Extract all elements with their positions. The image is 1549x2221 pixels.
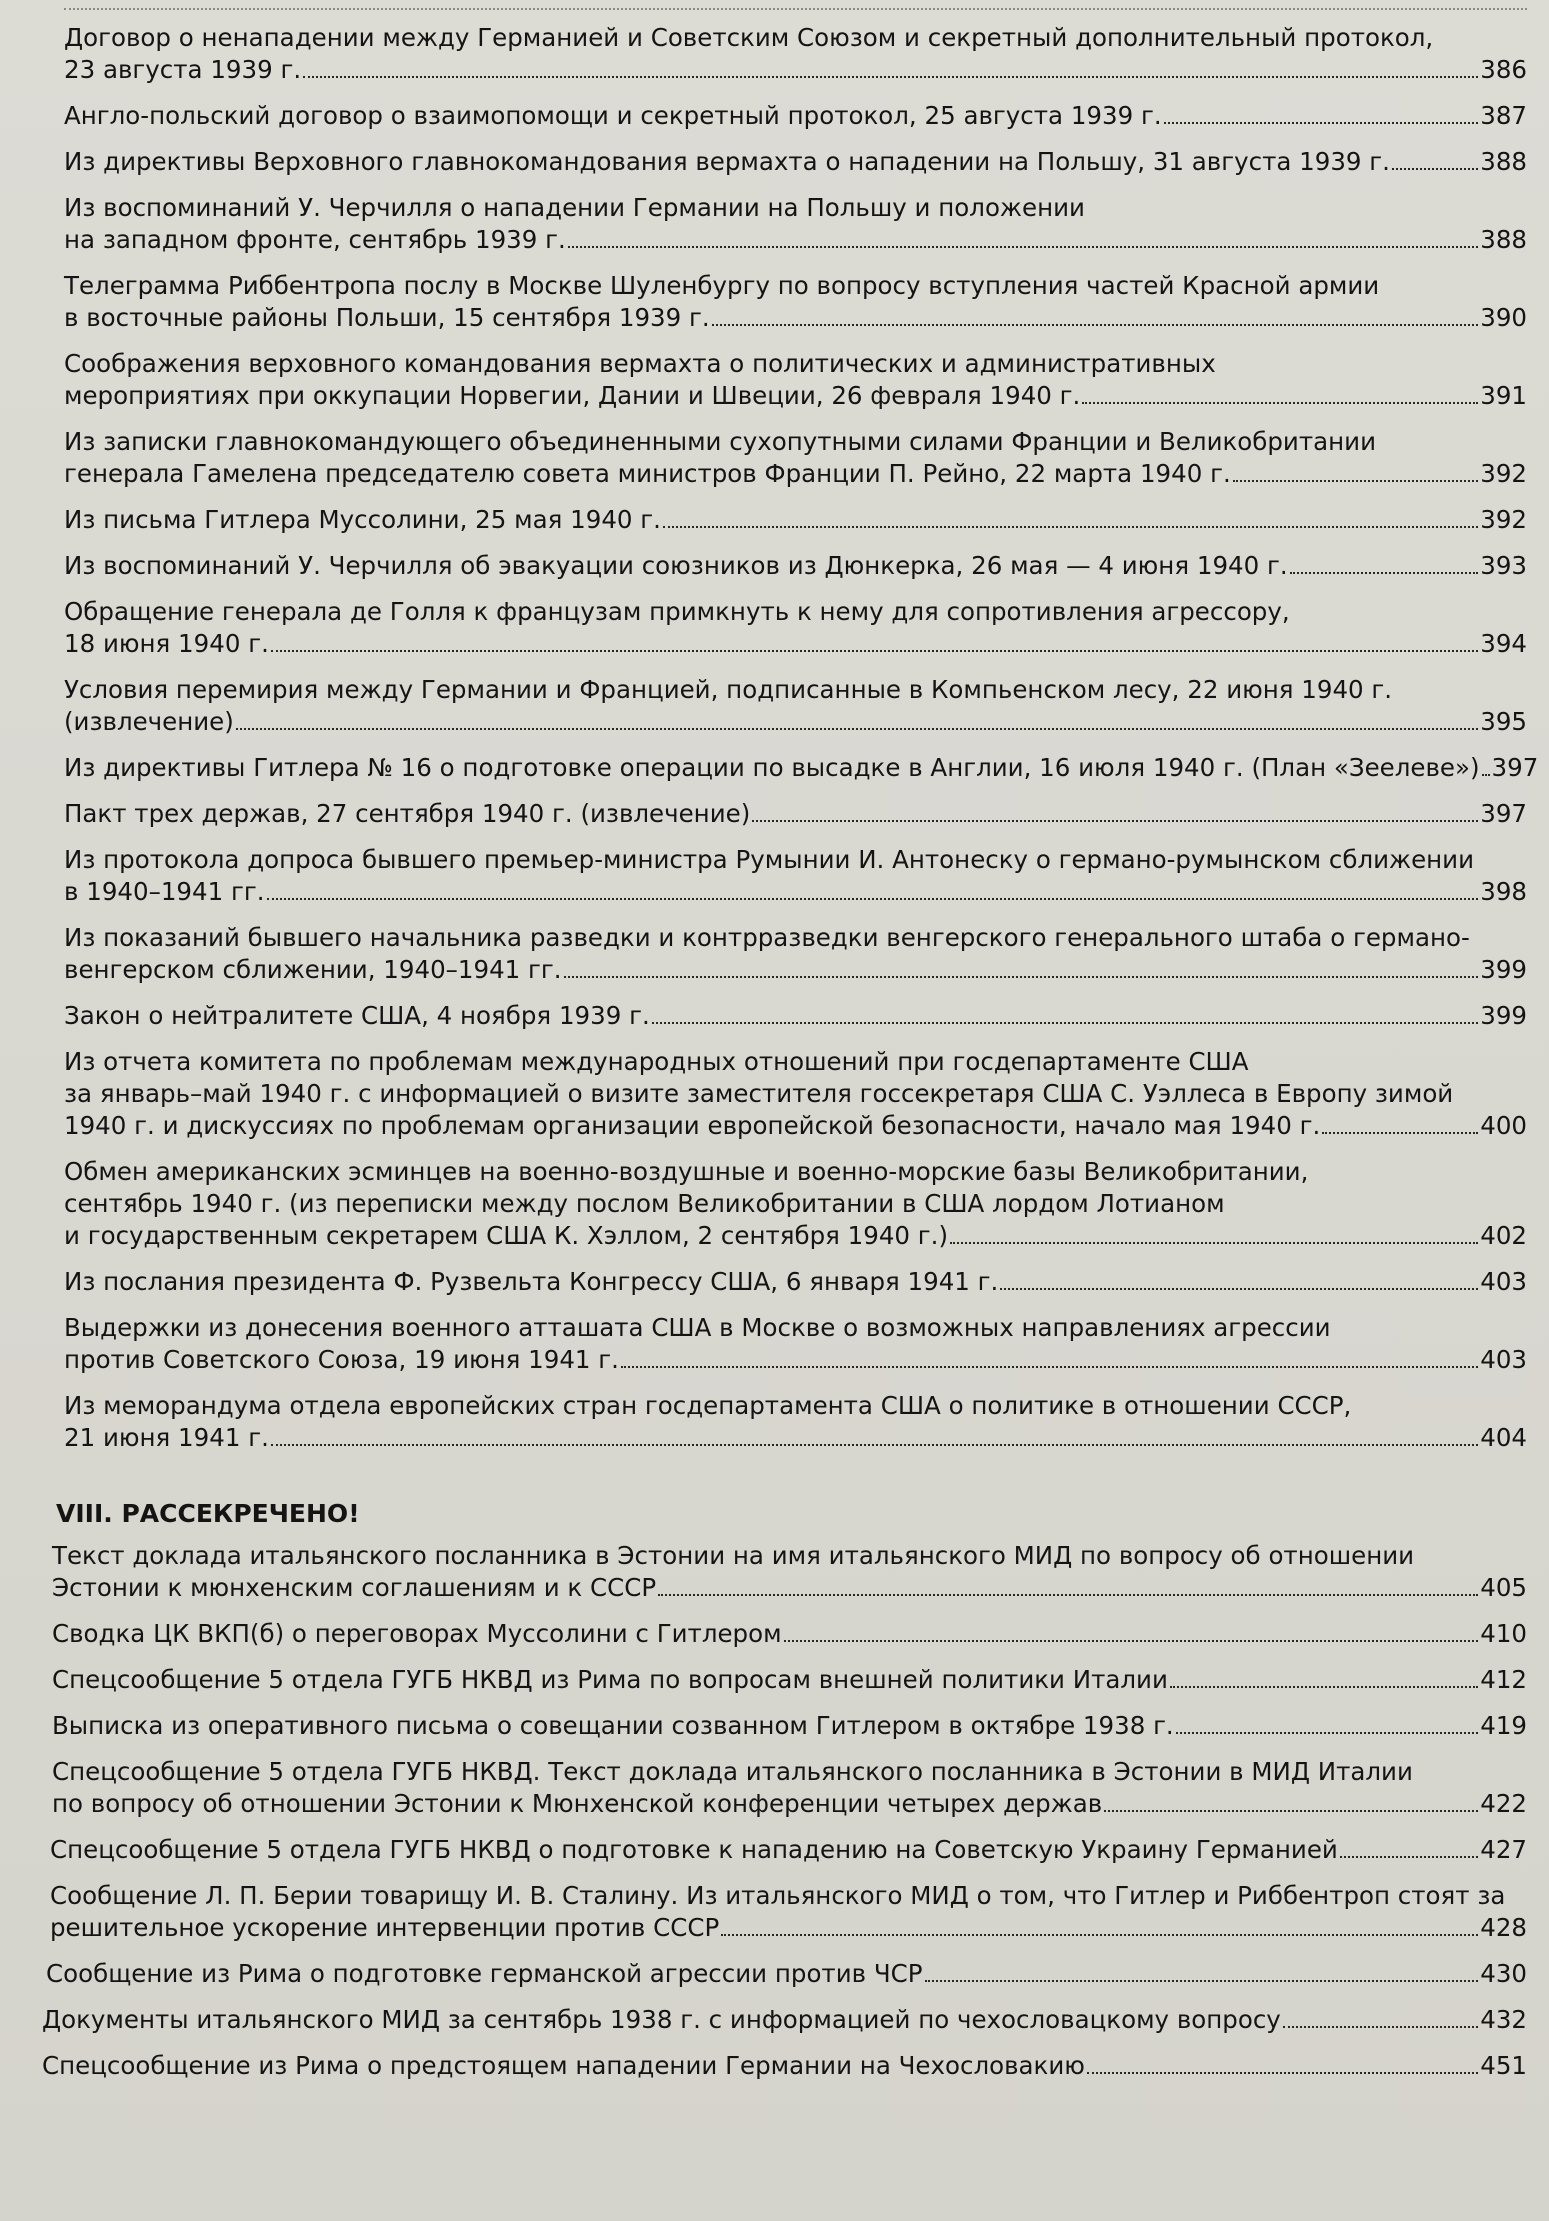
toc-entry-last-line xyxy=(64,1000,1527,1032)
toc-entry-line: Выдержки из донесения военного атташата США в Москве о возможных направлениях агрессии xyxy=(64,1313,1331,1342)
dot-leader xyxy=(1290,572,1479,574)
toc-entry-line: Из директивы Гитлера № 16 о подготовке операции по высадке в Англии, 16 июля 1940 г. (План «Зеелеве») xyxy=(64,753,1480,782)
dot-leader xyxy=(1482,774,1490,776)
toc-entry xyxy=(64,348,1527,412)
toc-entry-line: 1940 г. и дискуссиях по проблемам организации европейской безопасности, начало мая 1940 г. xyxy=(64,1111,1321,1140)
toc-entry xyxy=(64,752,1539,784)
dot-leader xyxy=(564,976,1479,978)
toc-entry-text xyxy=(52,1618,1527,1650)
toc-section-8 xyxy=(42,1498,1527,2082)
toc-entry xyxy=(52,1618,1527,1650)
toc-entry-line: Выписка из оперативного письма о совещании созванном Гитлером в октябре 1938 г. xyxy=(52,1711,1174,1740)
toc-entry-last-line xyxy=(64,550,1527,582)
toc-entry-text xyxy=(46,1958,1527,1990)
dot-leader xyxy=(271,1444,1478,1446)
toc-entry-text xyxy=(64,146,1527,178)
toc-entry-line: 18 июня 1940 г. xyxy=(64,629,269,658)
page-number: 388 xyxy=(1480,225,1527,254)
toc-entry-line: Текст доклада итальянского посланника в Эстонии на имя итальянского МИД по вопросу об отношении xyxy=(52,1541,1415,1570)
toc-entry-line: Пакт трех держав, 27 сентября 1940 г. (извлечение) xyxy=(64,799,751,828)
toc-entry xyxy=(64,504,1527,536)
dot-leader xyxy=(1087,2072,1478,2074)
page-number: 390 xyxy=(1480,303,1527,332)
toc-entry-line: Условия перемирия между Германии и Францией, подписанные в Компьенском лесу, 22 июня 1940 г. xyxy=(64,675,1393,704)
page-number: 391 xyxy=(1480,381,1527,410)
toc-entry-line: Из протокола допроса бывшего премьер-министра Румынии И. Антонеску о германо-румынском сближении xyxy=(64,845,1475,874)
toc-entry-line: Из воспоминаний У. Черчилля о нападении Германии на Польшу и положении xyxy=(64,193,1085,222)
dot-leader xyxy=(1170,1686,1478,1688)
toc-entry-last-line xyxy=(64,458,1527,490)
toc-entry-text xyxy=(64,504,1527,536)
toc-entry xyxy=(64,798,1527,830)
toc-entry-last-line xyxy=(64,1344,1527,1376)
toc-entry-last-line xyxy=(64,100,1527,132)
toc-entry-last-line xyxy=(64,706,1527,738)
dot-leader xyxy=(1340,1856,1478,1858)
toc-entry-text xyxy=(64,1390,1527,1454)
toc-entry-text xyxy=(50,1834,1527,1866)
toc-entry-line: Эстонии к мюнхенским соглашениям и к СССР xyxy=(52,1573,657,1602)
toc-section-7 xyxy=(64,22,1539,1454)
toc-entry xyxy=(52,1664,1527,1696)
dot-leader xyxy=(1104,1810,1478,1812)
page-number: 427 xyxy=(1480,1835,1527,1864)
toc-entry xyxy=(64,22,1527,86)
section-8-entries xyxy=(42,1540,1527,2082)
toc-entry-line: Спецсообщение 5 отдела ГУГБ НКВД из Рима по вопросам внешней политики Италии xyxy=(52,1665,1168,1694)
page-number: 403 xyxy=(1480,1267,1527,1296)
toc-entry-text xyxy=(64,270,1527,334)
toc-entry-line: Телеграмма Риббентропа послу в Москве Шуленбургу по вопросу вступления частей Красной армии xyxy=(64,271,1380,300)
dot-leader xyxy=(267,898,1479,900)
dot-leader xyxy=(784,1640,1479,1642)
toc-entry-line: Из воспоминаний У. Черчилля об эвакуации союзников из Дюнкерка, 26 мая — 4 июня 1940 г. xyxy=(64,551,1288,580)
toc-entry-line: Из директивы Верховного главнокомандования вермахта о нападении на Польшу, 31 августа 1939 г. xyxy=(64,147,1390,176)
dot-leader xyxy=(663,526,1478,528)
page-number: 388 xyxy=(1480,147,1527,176)
dot-leader xyxy=(1164,122,1479,124)
toc-entry xyxy=(52,1710,1527,1742)
toc-entry xyxy=(64,1046,1527,1142)
dot-leader xyxy=(950,1242,1478,1244)
page-number: 398 xyxy=(1480,877,1527,906)
page-number: 387 xyxy=(1480,101,1527,130)
toc-entry-text xyxy=(64,100,1527,132)
toc-entry-last-line xyxy=(52,1618,1527,1650)
toc-entry xyxy=(46,1958,1527,1990)
toc-entry-text xyxy=(42,2004,1527,2036)
dot-leader xyxy=(1322,1132,1478,1134)
toc-entry xyxy=(64,426,1527,490)
toc-entry-text xyxy=(64,922,1527,986)
dot-leader xyxy=(721,1934,1478,1936)
toc-entry xyxy=(64,100,1527,132)
dot-leader xyxy=(568,246,1478,248)
page-number: 403 xyxy=(1480,1345,1527,1374)
toc-entry xyxy=(64,1312,1527,1376)
toc-entry xyxy=(64,1000,1527,1032)
toc-entry-line: Из показаний бывшего начальника разведки и контрразведки венгерского генерального штаба о германо- xyxy=(64,923,1470,952)
toc-entry-line: и государственным секретарем США К. Хэллом, 2 сентября 1940 г.) xyxy=(64,1221,949,1250)
page-number: 405 xyxy=(1480,1573,1527,1602)
toc-entry xyxy=(64,1390,1527,1454)
toc-entry xyxy=(50,1834,1527,1866)
dot-leader xyxy=(1392,168,1478,170)
page-number: 428 xyxy=(1480,1913,1527,1942)
toc-entry-last-line xyxy=(52,1572,1527,1604)
toc-entry-last-line xyxy=(64,1220,1527,1252)
toc-entry-line: Сообщение из Рима о подготовке германской агрессии против ЧСР xyxy=(46,1959,923,1988)
dot-leader xyxy=(271,650,1478,652)
toc-entry-last-line xyxy=(42,2050,1527,2082)
dot-leader xyxy=(1233,480,1478,482)
toc-entry-line: Документы итальянского МИД за сентябрь 1938 г. с информацией по чехословацкому вопросу xyxy=(42,2005,1281,2034)
toc-entry-text xyxy=(64,426,1527,490)
toc-entry-line: решительное ускорение интервенции против СССР xyxy=(50,1913,720,1942)
toc-entry-last-line xyxy=(64,876,1527,908)
page-number: 397 xyxy=(1480,799,1527,828)
toc-entry-line: в 1940–1941 гг. xyxy=(64,877,265,906)
dot-leader xyxy=(658,1594,1478,1596)
page-number: 399 xyxy=(1480,1001,1527,1030)
toc-entry-line: Обмен американских эсминцев на военно-воздушные и военно-морские базы Великобритании, xyxy=(64,1157,1309,1186)
toc-entry xyxy=(50,1880,1527,1944)
toc-entry-last-line xyxy=(64,302,1527,334)
dot-leader xyxy=(752,820,1478,822)
toc-entry-text xyxy=(52,1664,1527,1696)
page-number: 393 xyxy=(1480,551,1527,580)
toc-entry-text xyxy=(52,1540,1527,1604)
toc-entry-last-line xyxy=(52,1710,1527,1742)
toc-entry-text xyxy=(42,2050,1527,2082)
dot-leader xyxy=(712,324,1479,326)
page-number: 400 xyxy=(1480,1111,1527,1140)
page-number: 399 xyxy=(1480,955,1527,984)
toc-entry xyxy=(64,1156,1527,1252)
toc-entry-last-line xyxy=(50,1912,1527,1944)
toc-entry-text xyxy=(64,674,1527,738)
toc-entry-last-line xyxy=(64,1422,1527,1454)
page-number: 394 xyxy=(1480,629,1527,658)
toc-entry-text xyxy=(64,1312,1527,1376)
toc-entry-text xyxy=(64,550,1527,582)
toc-entry xyxy=(64,844,1527,908)
toc-entry-line: мероприятиях при оккупации Норвегии, Дании и Швеции, 26 февраля 1940 г. xyxy=(64,381,1081,410)
toc-entry-last-line xyxy=(64,752,1539,784)
toc-entry-text xyxy=(52,1710,1527,1742)
toc-entry-line: 23 августа 1939 г. xyxy=(64,55,302,84)
toc-entry-last-line xyxy=(64,146,1527,178)
toc-entry-last-line xyxy=(64,380,1527,412)
page-number: 412 xyxy=(1480,1665,1527,1694)
page-number: 392 xyxy=(1480,459,1527,488)
toc-entry-text xyxy=(52,1756,1527,1820)
dot-leader xyxy=(1082,402,1478,404)
toc-entry-text xyxy=(64,844,1527,908)
toc-entry-last-line xyxy=(64,1266,1527,1298)
page-number: 422 xyxy=(1480,1789,1527,1818)
toc-entry-line: Из записки главнокомандующего объединенными сухопутными силами Франции и Великобритании xyxy=(64,427,1377,456)
toc-entry-line: в восточные районы Польши, 15 сентября 1939 г. xyxy=(64,303,710,332)
toc-entry-line: Обращение генерала де Голля к французам примкнуть к нему для сопротивления агрессору, xyxy=(64,597,1290,626)
toc-entry-line: Из послания президента Ф. Рузвельта Конгрессу США, 6 января 1941 г. xyxy=(64,1267,999,1296)
toc-entry-line: Закон о нейтралитете США, 4 ноября 1939 г. xyxy=(64,1001,650,1030)
toc-entry-last-line xyxy=(64,54,1527,86)
toc-entry xyxy=(64,270,1527,334)
page-number: 419 xyxy=(1480,1711,1527,1740)
toc-entry xyxy=(64,922,1527,986)
dot-leader xyxy=(236,728,1478,730)
toc-entry-line: генерала Гамелена председателю совета министров Франции П. Рейно, 22 марта 1940 г. xyxy=(64,459,1231,488)
toc-entry xyxy=(64,146,1527,178)
toc-entry-line: Спецсообщение 5 отдела ГУГБ НКВД. Текст доклада итальянского посланника в Эстонии в МИД Италии xyxy=(52,1757,1413,1786)
page-number: 402 xyxy=(1480,1221,1527,1250)
toc-entry-last-line xyxy=(64,954,1527,986)
toc-entry-text xyxy=(64,1000,1527,1032)
toc-entry-text xyxy=(50,1880,1527,1944)
toc-entry-text xyxy=(64,22,1527,86)
toc-entry-line: за январь–май 1940 г. с информацией о визите заместителя госсекретаря США С. Уэллеса в Европу зимой xyxy=(64,1079,1454,1108)
toc-entry-line: Англо-польский договор о взаимопомощи и секретный протокол, 25 августа 1939 г. xyxy=(64,101,1162,130)
section-heading: VIII. РАССЕКРЕЧЕНО! xyxy=(56,1499,360,1528)
toc-entry-last-line xyxy=(64,224,1527,256)
toc-entry-last-line xyxy=(64,798,1527,830)
page-number: 451 xyxy=(1480,2051,1527,2080)
toc-entry-line: сентябрь 1940 г. (из переписки между послом Великобритании в США лордом Лотианом xyxy=(64,1189,1225,1218)
toc-entry-line: на западном фронте, сентябрь 1939 г. xyxy=(64,225,566,254)
dot-leader xyxy=(925,1980,1479,1982)
toc-entry xyxy=(42,2004,1527,2036)
toc-entry xyxy=(52,1540,1527,1604)
dot-leader xyxy=(303,76,1478,78)
toc-entry xyxy=(64,1266,1527,1298)
page-number: 397 xyxy=(1491,753,1539,782)
toc-entry-line: Из письма Гитлера Муссолини, 25 мая 1940 г. xyxy=(64,505,661,534)
toc-entry-line: 21 июня 1941 г. xyxy=(64,1423,269,1452)
toc-entry-line: Сводка ЦК ВКП(б) о переговорах Муссолини с Гитлером xyxy=(52,1619,782,1648)
toc-entry-text xyxy=(64,798,1527,830)
toc-entry-text xyxy=(64,1046,1527,1142)
toc-entry xyxy=(64,550,1527,582)
toc-entry-last-line xyxy=(64,628,1527,660)
dot-leader xyxy=(1176,1732,1479,1734)
top-dotted-rule xyxy=(64,8,1527,10)
toc-entry-last-line xyxy=(52,1664,1527,1696)
page-number: 404 xyxy=(1480,1423,1527,1452)
toc-entry-last-line xyxy=(46,1958,1527,1990)
toc-entry-last-line xyxy=(52,1788,1527,1820)
toc-entry-line: Договор о ненападении между Германией и Советским Союзом и секретный дополнительный протокол, xyxy=(64,23,1434,52)
toc-entry-line: Из меморандума отдела европейских стран госдепартамента США о политике в отношении СССР, xyxy=(64,1391,1352,1420)
dot-leader xyxy=(652,1022,1478,1024)
page-number: 386 xyxy=(1480,55,1527,84)
toc-entry-text xyxy=(64,192,1527,256)
toc-entry-line: Сообщение Л. П. Берии товарищу И. В. Сталину. Из итальянского МИД о том, что Гитлер и Риббентроп стоят за xyxy=(50,1881,1506,1910)
toc-entry xyxy=(64,596,1527,660)
toc-entry-line: (извлечение) xyxy=(64,707,234,736)
toc-entry-text xyxy=(64,596,1527,660)
page-number: 430 xyxy=(1480,1959,1527,1988)
toc-entry-text xyxy=(64,752,1539,784)
toc-entry xyxy=(64,674,1527,738)
toc-entry xyxy=(52,1756,1527,1820)
toc-entry-line: по вопросу об отношении Эстонии к Мюнхенской конференции четырех держав xyxy=(52,1789,1103,1818)
toc-entry-last-line xyxy=(64,504,1527,536)
toc-entry-text xyxy=(64,1266,1527,1298)
dot-leader xyxy=(1000,1288,1478,1290)
toc-entry-line: венгерском сближении, 1940–1941 гг. xyxy=(64,955,562,984)
toc-entry-line: Спецсообщение из Рима о предстоящем нападении Германии на Чехословакию xyxy=(42,2051,1085,2080)
toc-entry-line: против Советского Союза, 19 июня 1941 г. xyxy=(64,1345,619,1374)
toc-entry-text xyxy=(64,1156,1527,1252)
toc-entry xyxy=(42,2050,1527,2082)
page-number: 410 xyxy=(1480,1619,1527,1648)
toc-entry-line: Из отчета комитета по проблемам международных отношений при госдепартаменте США xyxy=(64,1047,1249,1076)
toc-entry-line: Спецсообщение 5 отдела ГУГБ НКВД о подготовке к нападению на Советскую Украину Германией xyxy=(50,1835,1338,1864)
toc-entry-last-line xyxy=(42,2004,1527,2036)
page-number: 392 xyxy=(1480,505,1527,534)
toc-entry xyxy=(64,192,1527,256)
page-number: 395 xyxy=(1480,707,1527,736)
toc-entry-last-line xyxy=(50,1834,1527,1866)
dot-leader xyxy=(621,1366,1478,1368)
toc-entry-last-line xyxy=(64,1110,1527,1142)
dot-leader xyxy=(1283,2026,1478,2028)
toc-entry-text xyxy=(64,348,1527,412)
page-number: 432 xyxy=(1480,2005,1527,2034)
toc-entry-line: Соображения верховного командования вермахта о политических и административных xyxy=(64,349,1216,378)
